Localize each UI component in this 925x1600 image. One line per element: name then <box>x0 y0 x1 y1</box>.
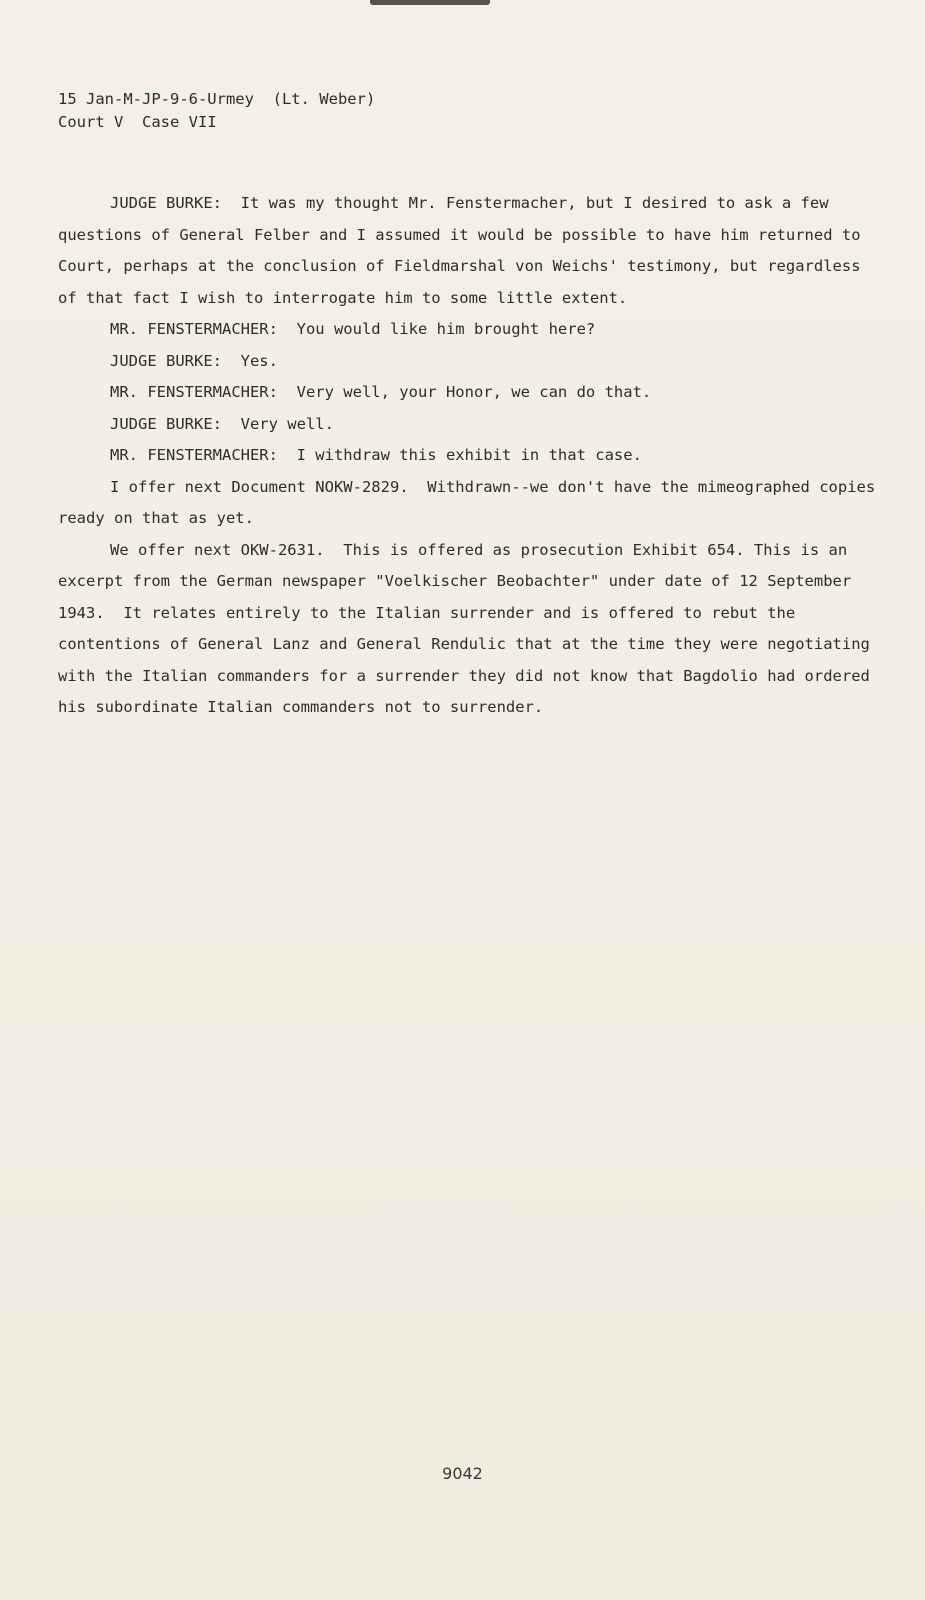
transcript-body <box>58 188 885 724</box>
page-number: 9042 <box>442 1464 483 1483</box>
paragraph-5: JUDGE BURKE: Very well. <box>110 414 334 433</box>
paragraph-6: MR. FENSTERMACHER: I withdraw this exhibit in that case. <box>110 446 642 464</box>
header-line-1: 15 Jan-M-JP-9-6-Urmey (Lt. Weber) <box>58 90 376 108</box>
page-top-edge-mark <box>370 0 490 5</box>
paragraph-8: We offer next OKW-2631. This is offered as prosecution Exhibit 654. This is an excerpt from the German newspaper "Voelkischer Beobachter" under date of 12 September 1943. It relates entirely to the Italian surrender and is offered to rebut the contentions of General Lanz and General Rendulic that at the time they were negotiating with the Italian commanders for a surrender they did not know that Bagdolio had ordered his subordinate Italian commanders not to surrender. <box>58 540 880 716</box>
header-line-2: Court V Case VII <box>58 113 217 131</box>
paragraph-7: I offer next Document NOKW-2829. Withdrawn--we don't have the mimeographed copies ready on that as yet. <box>58 477 885 527</box>
document-header <box>58 88 375 134</box>
paragraph-4: MR. FENSTERMACHER: Very well, your Honor, we can do that. <box>110 383 652 401</box>
paragraph-3: JUDGE BURKE: Yes. <box>110 351 278 370</box>
paragraph-2: MR. FENSTERMACHER: You would like him brought here? <box>110 320 596 338</box>
paragraph-1: JUDGE BURKE: It was my thought Mr. Fenstermacher, but I desired to ask a few questions of General Felber and I assumed it would be possible to have him returned to Court, perhaps at the conclusion of Fieldmarshal von Weichs' testimony, but regardless of that fact I wish to interrogate him to some little extent. <box>58 194 870 307</box>
